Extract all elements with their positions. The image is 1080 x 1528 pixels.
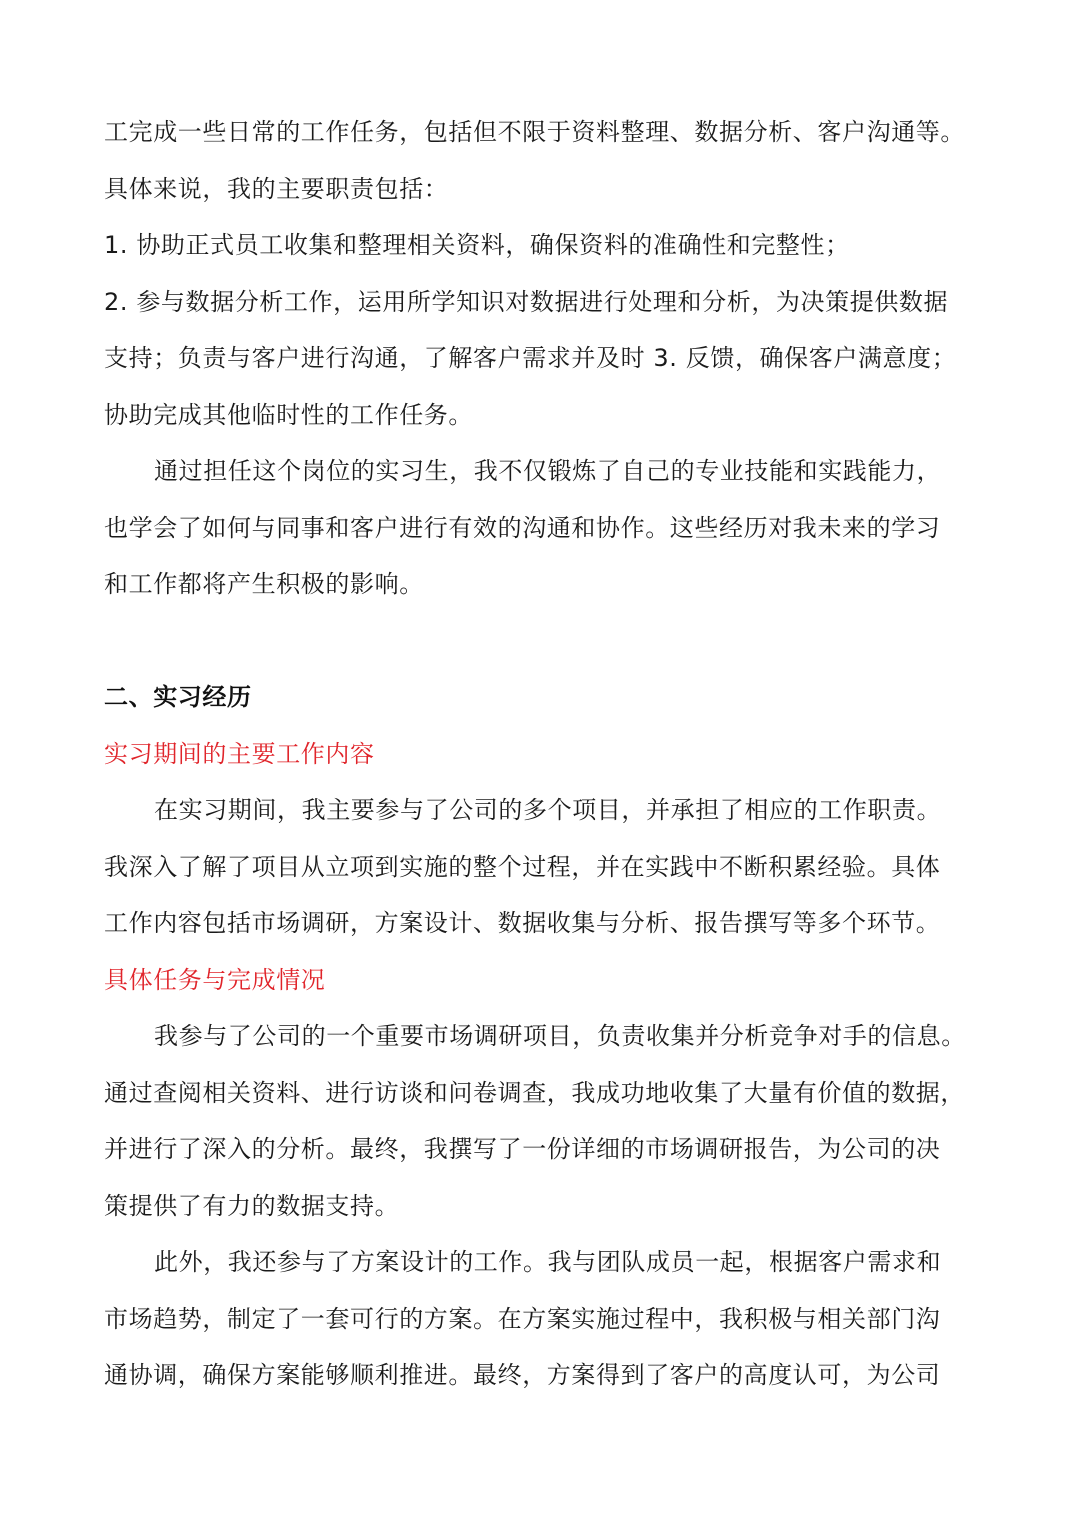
subsection-title: 实习期间的主要工作内容	[104, 739, 375, 768]
paragraph-line: 我参与了公司的一个重要市场调研项目，负责收集并分析竞争对手的信息。	[154, 1022, 966, 1050]
list-item-1: 1. 协助正式员工收集和整理相关资料，确保资料的准确性和完整性；	[104, 231, 850, 259]
paragraph-line: 策提供了有力的数据支持。	[104, 1191, 400, 1220]
paragraph-line: 我深入了解了项目从立项到实施的整个过程，并在实践中不断积累经验。具体	[104, 852, 941, 881]
section-title: 二、实习经历	[104, 683, 252, 711]
paragraph-line: 此外，我还参与了方案设计的工作。我与团队成员一起，根据客户需求和	[154, 1248, 942, 1276]
paragraph-line: 通协调，确保方案能够顺利推进。最终，方案得到了客户的高度认可，为公司	[104, 1361, 941, 1389]
list-item-2: 2. 参与数据分析工作，运用所学知识对数据进行处理和分析，为决策提供数据	[104, 287, 949, 316]
subsection-title: 具体任务与完成情况	[104, 965, 326, 994]
summary-paragraph-line: 和工作都将产生积极的影响。	[104, 570, 424, 598]
list-item-2-cont: 支持；负责与客户进行沟通，了解客户需求并及时 3. 反馈，确保客户满意度；	[104, 344, 957, 372]
body-text-line: 协助完成其他临时性的工作任务。	[104, 400, 473, 429]
section-gap	[104, 613, 980, 670]
summary-paragraph-line: 也学会了如何与同事和客户进行有效的沟通和协作。这些经历对我未来的学习	[104, 513, 941, 542]
body-text-line: 具体来说，我的主要职责包括：	[104, 174, 449, 203]
paragraph-line: 市场趋势，制定了一套可行的方案。在方案实施过程中，我积极与相关部门沟	[104, 1304, 941, 1333]
paragraph-line: 并进行了深入的分析。最终，我撰写了一份详细的市场调研报告，为公司的决	[104, 1135, 941, 1163]
paragraph-line: 通过查阅相关资料、进行访谈和问卷调查，我成功地收集了大量有价值的数据，	[104, 1078, 965, 1107]
body-text-line: 工完成一些日常的工作任务，包括但不限于资料整理、数据分析、客户沟通等。	[104, 118, 965, 146]
summary-paragraph-line: 通过担任这个岗位的实习生，我不仅锻炼了自己的专业技能和实践能力，	[154, 457, 942, 485]
paragraph-line: 在实习期间，我主要参与了公司的多个项目，并承担了相应的工作职责。	[154, 796, 942, 824]
paragraph-line: 工作内容包括市场调研，方案设计、数据收集与分析、报告撰写等多个环节。	[104, 909, 941, 937]
document-page	[104, 104, 980, 1404]
